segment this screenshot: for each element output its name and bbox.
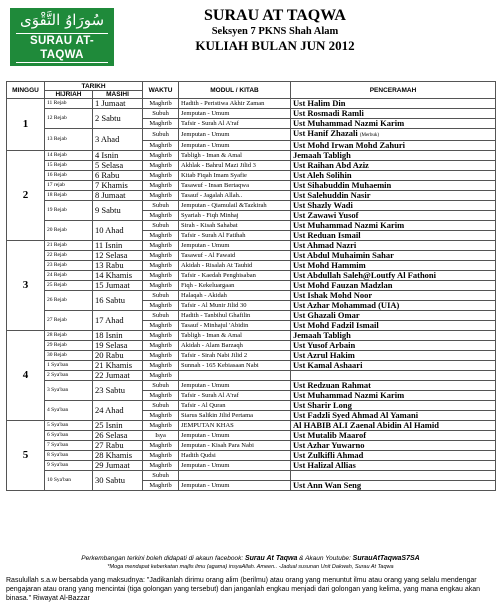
module-title: Hadith - Tanbihul Ghafilin	[179, 311, 291, 321]
session-time: Subuh	[143, 401, 179, 411]
speaker-name-text: Jemaah Tabligh	[293, 150, 351, 160]
speaker-name-text: Ust Reduan Ismail	[293, 230, 361, 240]
speaker-name-text: Ust Ahmad Nazri	[293, 240, 357, 250]
module-title: Tasawuf - Al Fawaid	[179, 251, 291, 261]
hijriah-date: 21 Rejab	[45, 241, 93, 251]
session-time: Maghrib	[143, 421, 179, 431]
masihi-date: 12 Selasa	[93, 251, 143, 261]
speaker-name	[291, 361, 496, 371]
col-waktu: WAKTU	[143, 82, 179, 99]
schedule-row	[7, 109, 496, 119]
speaker-name-text: Ust Raihan Abd Aziz	[293, 160, 369, 170]
session-time: Maghrib	[143, 321, 179, 331]
session-time: Maghrib	[143, 99, 179, 109]
module-title: Jemputan - Umum	[179, 141, 291, 151]
speaker-name	[291, 301, 496, 311]
speaker-name-text: Ust Muhammad Nazmi Karim	[293, 118, 405, 128]
speaker-name	[291, 99, 496, 109]
speaker-name-text: Ust Azrul Hakim	[293, 350, 355, 360]
session-time: Maghrib	[143, 351, 179, 361]
schedule-row	[7, 151, 496, 161]
schedule-row	[7, 311, 496, 321]
hijriah-date: 14 Rejab	[45, 151, 93, 161]
module-title: Fiqh - Kekeluargaan	[179, 281, 291, 291]
session-time: Maghrib	[143, 461, 179, 471]
masihi-date: 7 Khamis	[93, 181, 143, 191]
module-title: Tafsir - Kaedah Penghisaban	[179, 271, 291, 281]
session-time: Maghrib	[143, 171, 179, 181]
hijriah-date: 4 Sya'ban	[45, 401, 93, 421]
module-title	[179, 371, 291, 381]
speaker-name	[291, 151, 496, 161]
speaker-name	[291, 391, 496, 401]
speaker-name-text: Ust Abdul Muhaimin Sahar	[293, 250, 394, 260]
hijriah-date: 10 Sya'ban	[45, 471, 93, 491]
col-minggu: MINGGU	[7, 82, 45, 99]
speaker-name-text: Ust Aleh Solihin	[293, 170, 352, 180]
module-title: Jemputan - Umum	[179, 431, 291, 441]
module-title: Halaqah - Akidah	[179, 291, 291, 301]
session-time: Maghrib	[143, 481, 179, 491]
hijriah-date: 5 Sya'ban	[45, 421, 93, 431]
schedule-row	[7, 191, 496, 201]
hijriah-date: 7 Sya'ban	[45, 441, 93, 451]
hijriah-date: 11 Rejab	[45, 99, 93, 109]
hijriah-date: 29 Rejab	[45, 341, 93, 351]
col-penceramah: PENCERAMAH	[291, 82, 496, 99]
session-time: Maghrib	[143, 119, 179, 129]
speaker-name-text: Ust Kamal Ashaari	[293, 360, 363, 370]
schedule-row	[7, 251, 496, 261]
module-title: Tasauf - Jagalah Allah..	[179, 191, 291, 201]
masihi-date: 22 Jumaat	[93, 371, 143, 381]
footer-social	[6, 555, 495, 562]
page-header	[180, 6, 370, 54]
schedule-row	[7, 99, 496, 109]
module-title: Tafsir - Surah Al A'raf	[179, 391, 291, 401]
speaker-name	[291, 291, 496, 301]
footer-quote: Rasulullah s.a.w bersabda yang maksudnya: "Jadikanlah dirimu orang alim (berilmu) atau orang yang menuntut ilmu atau orang yang selalu mendengar pengajaran atau orang yang mencintai (tiga golongan yang tersebut) dan janganlah engkau menjadi dari golongan yang kelima, yang mana engkau akan binasa." Riwayat Al-Bazzar	[6, 577, 481, 602]
session-time: Maghrib	[143, 161, 179, 171]
hijriah-date: 13 Rejab	[45, 129, 93, 151]
hijriah-date: 27 Rejab	[45, 311, 93, 331]
session-time: Subuh	[143, 311, 179, 321]
schedule-row	[7, 441, 496, 451]
speaker-name	[291, 119, 496, 129]
speaker-name-text: Ust Redzuan Rahmat	[293, 380, 371, 390]
module-title: Tasauf - Minhajul 'Abidin	[179, 321, 291, 331]
hijriah-date: 26 Rejab	[45, 291, 93, 311]
module-title: Jemputan - Umum	[179, 241, 291, 251]
speaker-name-text: Jemaah Tabligh	[293, 330, 351, 340]
schedule-row	[7, 331, 496, 341]
session-time: Isya	[143, 431, 179, 441]
module-title: Hadith - Peristiwa Akhir Zaman	[179, 99, 291, 109]
module-title	[179, 471, 291, 481]
speaker-name-text: Ust Azhar Mohammad (UIA)	[293, 300, 400, 310]
speaker-name	[291, 109, 496, 119]
module-title: Jemputan - Qiamulail &Tazkirah	[179, 201, 291, 211]
speaker-name-text: Ust Halizal Allias	[293, 460, 356, 470]
module-title: Kitab Fiqah Imam Syafie	[179, 171, 291, 181]
module-title: Akidah - Alam Barzaqh	[179, 341, 291, 351]
session-time: Maghrib	[143, 241, 179, 251]
speaker-name	[291, 261, 496, 271]
col-tarikh: TARIKH	[45, 82, 143, 91]
hijriah-date: 8 Sya'ban	[45, 451, 93, 461]
speaker-name-text: Ust Salehuddin Nasir	[293, 190, 371, 200]
masihi-date: 25 Isnin	[93, 421, 143, 431]
hijriah-date: 16 Rejab	[45, 171, 93, 181]
speaker-name-text: Ust Shazly Wadi	[293, 200, 353, 210]
schedule-row	[7, 201, 496, 211]
masihi-date: 20 Rabu	[93, 351, 143, 361]
masihi-date: 15 Jumaat	[93, 281, 143, 291]
surau-logo	[10, 8, 114, 72]
speaker-name-text: Ust Ghazali Omar	[293, 310, 360, 320]
week-number: 3	[7, 241, 45, 331]
masihi-date: 10 Ahad	[93, 221, 143, 241]
session-time: Subuh	[143, 381, 179, 391]
module-title: Tafsir - Surah Al Fatihah	[179, 231, 291, 241]
speaker-name	[291, 371, 496, 381]
masihi-date: 2 Sabtu	[93, 109, 143, 129]
speaker-name-text: Ust Mutalib Maarof	[293, 430, 367, 440]
masihi-date: 27 Rabu	[93, 441, 143, 451]
schedule-row	[7, 471, 496, 481]
masihi-date: 30 Sabtu	[93, 471, 143, 491]
speaker-name-text: Ust Rosmadi Ramli	[293, 108, 364, 118]
speaker-name-text: Ust Muhammad Nazmi Karim	[293, 220, 405, 230]
speaker-name	[291, 311, 496, 321]
masihi-date: 16 Sabtu	[93, 291, 143, 311]
session-time: Maghrib	[143, 301, 179, 311]
schedule-row	[7, 341, 496, 351]
facebook-account: Surau At Taqwa	[244, 555, 298, 562]
speaker-name-text: Ust Halim Din	[293, 98, 346, 108]
speaker-name	[291, 251, 496, 261]
masihi-date: 19 Selasa	[93, 341, 143, 351]
schedule-row	[7, 181, 496, 191]
hijriah-date: 20 Rejab	[45, 221, 93, 241]
speaker-name	[291, 181, 496, 191]
speaker-name	[291, 281, 496, 291]
speaker-name	[291, 221, 496, 231]
session-time: Subuh	[143, 291, 179, 301]
session-time: Maghrib	[143, 151, 179, 161]
speaker-name	[291, 241, 496, 251]
module-title: Tafsir - Al Quran	[179, 401, 291, 411]
speaker-name	[291, 481, 496, 491]
speaker-name-text: Ust Mohd Fauzan Madzlan	[293, 280, 393, 290]
module-title: Tafsir - Sirah Nabi Jilid 2	[179, 351, 291, 361]
session-time: Maghrib	[143, 361, 179, 371]
module-title: Hadith Qudsi	[179, 451, 291, 461]
speaker-name	[291, 431, 496, 441]
schedule-row	[7, 351, 496, 361]
speaker-name	[291, 271, 496, 281]
session-time: Maghrib	[143, 441, 179, 451]
page-title: SURAU AT TAQWA	[204, 7, 346, 24]
session-time: Maghrib	[143, 281, 179, 291]
session-time: Subuh	[143, 109, 179, 119]
masihi-date: 23 Sabtu	[93, 381, 143, 401]
session-time: Maghrib	[143, 191, 179, 201]
module-title: Jemputan - Umum	[179, 461, 291, 471]
schedule-row	[7, 171, 496, 181]
speaker-name	[291, 191, 496, 201]
module-title: Tabligh - Iman & Amal	[179, 151, 291, 161]
schedule-row	[7, 361, 496, 371]
col-masihi: MASIHI	[93, 91, 143, 99]
logo-name: SURAU AT-TAQWA	[16, 33, 108, 63]
session-time: Maghrib	[143, 391, 179, 401]
session-time: Subuh	[143, 129, 179, 141]
schedule-row	[7, 221, 496, 231]
speaker-name	[291, 441, 496, 451]
speaker-name	[291, 171, 496, 181]
speaker-name-text: Al HABIB ALI Zaenal Abidin Al Hamid	[293, 420, 439, 430]
col-modul: MODUL / KITAB	[179, 82, 291, 99]
week-number: 2	[7, 151, 45, 241]
schedule-row	[7, 431, 496, 441]
youtube-account: SurauAtTaqwaS7SA	[352, 555, 420, 562]
schedule-row	[7, 281, 496, 291]
logo-arabic: سُورَاوُ التَّقْوَى	[19, 11, 105, 29]
hijriah-date: 3 Sya'ban	[45, 381, 93, 401]
hijriah-date: 1 Sya'ban	[45, 361, 93, 371]
module-title: Jemputan - Kisah Para Nabi	[179, 441, 291, 451]
schedule-row	[7, 161, 496, 171]
hijriah-date: 23 Rejab	[45, 261, 93, 271]
hijriah-date: 30 Rejab	[45, 351, 93, 361]
masihi-date: 14 Khamis	[93, 271, 143, 281]
masihi-date: 18 Isnin	[93, 331, 143, 341]
module-title: Tafsir - Al Munir Jilid 30	[179, 301, 291, 311]
speaker-name	[291, 331, 496, 341]
session-time: Maghrib	[143, 451, 179, 461]
module-title: Jemputan - Umum	[179, 129, 291, 141]
col-hijriah: HIJRIAH	[45, 91, 93, 99]
week-number: 5	[7, 421, 45, 491]
speaker-name-text: Ust Ishak Mohd Noor	[293, 290, 373, 300]
speaker-name-text: Ust Muhammad Nazmi Karim	[293, 390, 405, 400]
speaker-name	[291, 421, 496, 431]
masihi-date: 8 Jumaat	[93, 191, 143, 201]
session-time: Maghrib	[143, 181, 179, 191]
speaker-name	[291, 161, 496, 171]
hijriah-date: 9 Sya'ban	[45, 461, 93, 471]
speaker-name	[291, 129, 496, 141]
hijriah-date: 17 rejab	[45, 181, 93, 191]
schedule-row	[7, 291, 496, 301]
module-title: Jemputan - Umum	[179, 109, 291, 119]
session-time: Maghrib	[143, 211, 179, 221]
speaker-name	[291, 321, 496, 331]
session-time: Maghrib	[143, 231, 179, 241]
masihi-date: 28 Khamis	[93, 451, 143, 461]
module-title: Tasawuf - Insan Bertaqwa	[179, 181, 291, 191]
speaker-name-text: Ust Azhar Yuwarno	[293, 440, 365, 450]
hijriah-date: 28 Rejab	[45, 331, 93, 341]
schedule-table	[6, 81, 496, 491]
session-time: Maghrib	[143, 271, 179, 281]
hijriah-date: 12 Rejab	[45, 109, 93, 129]
session-time: Subuh	[143, 201, 179, 211]
module-title: JEMPUTAN KHAS	[179, 421, 291, 431]
session-time: Maghrib	[143, 251, 179, 261]
module-title: Tabligh - Iman & Amal	[179, 331, 291, 341]
page-heading: KULIAH BULAN JUN 2012	[195, 38, 355, 53]
module-title: Akhlak - Bahrul Mazi Jilid 3	[179, 161, 291, 171]
hijriah-date: 22 Rejab	[45, 251, 93, 261]
speaker-name	[291, 341, 496, 351]
speaker-name-text: Ust Mohd Irwan Mohd Zahuri	[293, 140, 405, 150]
session-time: Maghrib	[143, 411, 179, 421]
speaker-name	[291, 201, 496, 211]
speaker-name	[291, 141, 496, 151]
speaker-name-text: Ust Zulkifli Ahmad	[293, 450, 364, 460]
schedule-row	[7, 261, 496, 271]
schedule-row	[7, 451, 496, 461]
session-time: Maghrib	[143, 371, 179, 381]
speaker-name-text: Ust Ann Wan Seng	[293, 480, 362, 490]
hijriah-date: 19 Rejab	[45, 201, 93, 221]
session-time: Subuh	[143, 471, 179, 481]
module-title: Sunnah - 165 Kebiasaan Nabi	[179, 361, 291, 371]
speaker-name-text: Ust Hanif Zhazali	[293, 128, 358, 138]
week-number: 4	[7, 331, 45, 421]
speaker-name-text: Ust Fadzli Syed Ahmad Al Yamani	[293, 410, 419, 420]
masihi-date: 3 Ahad	[93, 129, 143, 151]
masihi-date: 1 Jumaat	[93, 99, 143, 109]
speaker-name-text: Ust Mohd Hammim	[293, 260, 366, 270]
schedule-row	[7, 421, 496, 431]
session-time: Maghrib	[143, 341, 179, 351]
speaker-name	[291, 461, 496, 471]
masihi-date: 29 Jumaat	[93, 461, 143, 471]
schedule-row	[7, 461, 496, 471]
logo-address: Jalan Jasper, Seksyen 7 Shah Alam	[18, 66, 106, 72]
schedule-row	[7, 401, 496, 411]
speaker-note: (Merbuk)	[359, 133, 380, 138]
week-number: 1	[7, 99, 45, 151]
hijriah-date: 6 Sya'ban	[45, 431, 93, 441]
page-subtitle: Seksyen 7 PKNS Shah Alam	[211, 26, 339, 37]
masihi-date: 9 Sabtu	[93, 201, 143, 221]
speaker-name	[291, 351, 496, 361]
speaker-name	[291, 381, 496, 391]
session-time: Maghrib	[143, 141, 179, 151]
speaker-name	[291, 471, 496, 481]
schedule-row	[7, 271, 496, 281]
module-title: Jemputan - Umum	[179, 481, 291, 491]
module-title: Akidah - Risalah At Tauhid	[179, 261, 291, 271]
speaker-name-text: Ust Yusof Arbain	[293, 340, 356, 350]
session-time: Subuh	[143, 221, 179, 231]
module-title: Jemputan - Umum	[179, 381, 291, 391]
masihi-date: 26 Selasa	[93, 431, 143, 441]
speaker-name	[291, 411, 496, 421]
hijriah-date: 18 Rejab	[45, 191, 93, 201]
masihi-date: 5 Selasa	[93, 161, 143, 171]
footer-social-prefix: Perkembangan terkini boleh didapati di akaun facebook:	[81, 555, 244, 562]
hijriah-date: 24 Rejab	[45, 271, 93, 281]
hijriah-date: 2 Sya'ban	[45, 371, 93, 381]
speaker-name	[291, 211, 496, 221]
module-title: Sirah - Kisah Sahabat	[179, 221, 291, 231]
masihi-date: 4 Isnin	[93, 151, 143, 161]
masihi-date: 21 Khamis	[93, 361, 143, 371]
masihi-date: 24 Ahad	[93, 401, 143, 421]
masihi-date: 17 Ahad	[93, 311, 143, 331]
speaker-name-text: Ust Mohd Fadzil Ismail	[293, 320, 379, 330]
speaker-name-text: Ust Sihabuddin Muhaemin	[293, 180, 392, 190]
hijriah-date: 25 Rejab	[45, 281, 93, 291]
footer-note: *Moga mendapat keberkatan majlis ilmu (agama) insyaAllah. Ameen.. -Jadual susunan Unit Dakwah, Surau At Taqwa	[107, 564, 394, 570]
speaker-name	[291, 401, 496, 411]
speaker-name-text: Ust Abdullah Saleh@Loutfy Al Fathoni	[293, 270, 437, 280]
module-title: Tafsir - Surah Al A'raf	[179, 119, 291, 129]
footer-social-mid: & Akaun Youtube:	[299, 555, 351, 562]
masihi-date: 13 Rabu	[93, 261, 143, 271]
schedule-row	[7, 241, 496, 251]
speaker-name	[291, 231, 496, 241]
session-time: Maghrib	[143, 261, 179, 271]
hijriah-date: 15 Rejab	[45, 161, 93, 171]
speaker-name-text: Ust Zawawi Yusof	[293, 210, 359, 220]
speaker-name-text: Ust Sharir Long	[293, 400, 352, 410]
masihi-date: 6 Rabu	[93, 171, 143, 181]
masihi-date: 11 Isnin	[93, 241, 143, 251]
speaker-name	[291, 451, 496, 461]
module-title: Syariah - Fiqh Minhaj	[179, 211, 291, 221]
schedule-row	[7, 371, 496, 381]
schedule-row	[7, 129, 496, 141]
module-title: Siarus Salikin Jilid Pertama	[179, 411, 291, 421]
session-time: Maghrib	[143, 331, 179, 341]
schedule-row	[7, 381, 496, 391]
